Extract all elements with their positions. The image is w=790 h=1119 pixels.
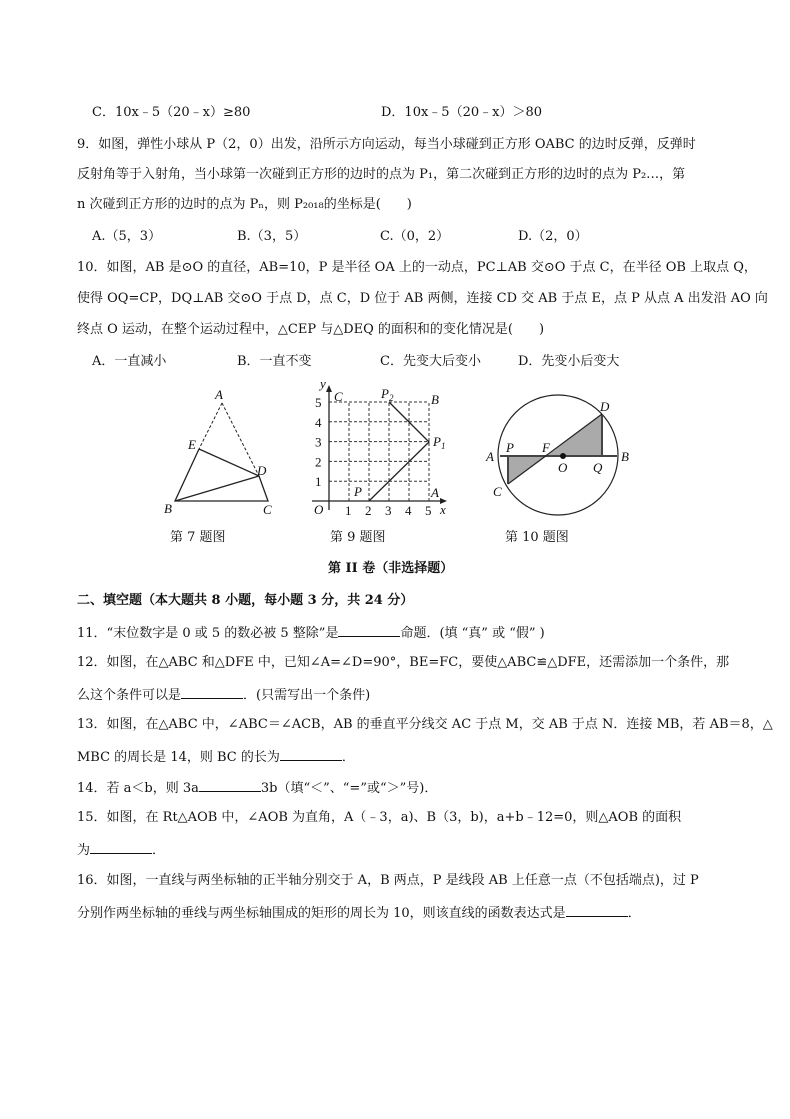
q11: [77, 624, 545, 642]
q8-option-c: C．10x﹣5（20﹣x）≥80: [92, 105, 251, 120]
fig9-y-tick: 2: [315, 454, 322, 470]
q10-option-c: C．先变大后变小: [380, 354, 481, 369]
q8-option-d: D．10x﹣5（20﹣x）＞80: [381, 105, 542, 120]
q14-text-a: 14．若 a＜b，则 3a: [77, 781, 199, 796]
fig7-caption: 第 7 题图: [170, 530, 226, 545]
q15-text-b: ．: [152, 843, 166, 858]
fig9-y-arrow-icon: [326, 385, 332, 392]
q9-line-3: n 次碰到正方形的边时的点为 Pₙ，则 P₂₀₁₈的坐标是( ): [77, 197, 412, 212]
fig7-label-e: E: [188, 437, 196, 452]
fig9-x-tick: 2: [365, 503, 372, 518]
q12-text-a: 么这个条件可以是: [77, 688, 182, 703]
q16-line-2: [77, 904, 641, 922]
part2-title: 第 II 卷（非选择题）: [328, 561, 454, 576]
q10-option-d: D．先变小后变大: [518, 354, 620, 369]
figure-10: [485, 395, 629, 515]
q16-line-1: 16．如图，一直线与两坐标轴的正半轴分别交于 A，B 两点，P 是线段 AB 上任意一点（不包括端点)，过 P: [77, 873, 699, 888]
fig9-ball-path: [369, 402, 429, 501]
q9-line-2: 反射角等于入射角，当小球第一次碰到正方形的边时的点为 P₁，第二次碰到正方形的边时的点为 P₂…，第: [77, 167, 686, 182]
q10-line-3: 终点 O 运动，在整个运动过程中，△CEP 与△DEQ 的面积和的变化情况是( ): [77, 322, 545, 337]
fig10-center-dot: [560, 453, 566, 459]
fig9-y-tick: 5: [315, 395, 322, 410]
q13-answer-blank[interactable]: [280, 748, 342, 761]
q15-text-a: 为: [77, 843, 91, 858]
fig10-label-q: Q: [593, 460, 603, 475]
q11-answer-blank[interactable]: [338, 624, 400, 637]
fig9-label-a: A: [431, 485, 439, 500]
fig10-label-c: C: [493, 484, 502, 499]
q14-answer-blank[interactable]: [199, 779, 261, 792]
q13-line-2: [77, 748, 355, 766]
q9-option-c: C.（0，2）: [380, 229, 450, 244]
fig9-x-tick: 1: [345, 503, 352, 518]
fig7-line-bd: [175, 476, 259, 501]
q16-text-a: 分别作两坐标轴的垂线与两坐标轴围成的矩形的周长为 10，则该直线的函数表达式是: [77, 906, 566, 921]
q13-text-a: MBC 的周长是 14，则 BC 的长为: [77, 750, 280, 765]
fig9-label-p: P: [354, 484, 362, 499]
fig9-x-tick: 5: [425, 503, 432, 518]
fig10-label-f: F: [542, 440, 550, 455]
fig9-label-c: C: [334, 389, 343, 404]
q14-text-b: 3b（填“＜”、“=”或“＞”号)．: [260, 781, 438, 796]
q15-line-2: [77, 841, 165, 859]
q16-text-b: ．: [627, 906, 641, 921]
fig10-label-p: P: [506, 440, 514, 455]
q16-answer-blank[interactable]: [566, 904, 628, 917]
fig10-label-b: B: [621, 449, 629, 464]
fig7-line-ae: [199, 403, 222, 449]
fig9-x-tick: 3: [385, 503, 392, 518]
q9-option-d: D.（2，0）: [518, 229, 588, 244]
fig9-label-y: y: [320, 376, 326, 391]
fig9-label-x: x: [440, 502, 446, 517]
fig9-caption: 第 9 题图: [330, 530, 386, 545]
q9-line-1: 9．如图，弹性小球从 P（2，0）出发，沿所示方向运动，每当小球碰到正方形 OABC 的边时反弹，反弹时: [77, 137, 696, 152]
fig9-y-tick: 1: [315, 474, 322, 490]
q12-line-2: [77, 686, 370, 704]
fig7-polygon: [175, 449, 268, 501]
fig9-y-tick: 4: [315, 414, 322, 430]
fig7-label-a: A: [215, 387, 223, 402]
q11-text-a: 11．“末位数字是 0 或 5 的数必被 5 整除”是: [77, 626, 339, 641]
q15-answer-blank[interactable]: [90, 841, 152, 854]
fig9-label-p2: $P_2$: [381, 386, 394, 403]
section2-title: 二、填空题（本大题共 8 小题，每小题 3 分，共 24 分）: [77, 593, 414, 608]
q10-line-1: 10．如图，AB 是⊙O 的直径，AB=10，P 是半径 OA 上的一动点，PC⊥AB 交⊙O 于点 C，在半径 OB 上取点 Q，: [77, 260, 757, 275]
q11-text-b: 命题．(填 “真” 或 “假” ): [400, 626, 545, 641]
fig10-label-o: O: [558, 460, 568, 475]
fig9-label-o: O: [314, 502, 324, 517]
fig10-caption: 第 10 题图: [505, 530, 569, 545]
fig7-label-c: C: [263, 502, 272, 517]
fig10-label-d: D: [600, 399, 610, 414]
fig9-label-p1: $P_1$: [433, 434, 446, 451]
fig7-line-ad: [222, 403, 259, 476]
q12-line-1: 12．如图，在△ABC 和△DFE 中，已知∠A=∠D=90°，BE=FC，要使△ABC≌△DFE，还需添加一个条件，那: [77, 655, 730, 670]
fig7-label-b: B: [164, 501, 172, 516]
figure-9-labels: [312, 376, 447, 517]
figure-7: [164, 387, 272, 517]
q10-option-a: A．一直减小: [92, 354, 167, 369]
q12-text-b: ．(只需写出一个条件): [243, 688, 371, 703]
fig10-label-a: A: [486, 449, 494, 464]
q9-option-b: B.（3，5）: [237, 229, 307, 244]
fig9-label-b: B: [431, 392, 439, 407]
q10-line-2: 使得 OQ=CP，DQ⊥AB 交⊙O 于点 D，点 C，D 位于 AB 两侧，连接 CD 交 AB 于点 E，点 P 从点 A 出发沿 AO 向: [77, 291, 768, 306]
fig7-label-d: D: [257, 463, 267, 478]
q13-text-b: ．: [341, 750, 355, 765]
q10-option-b: B．一直不变: [237, 354, 312, 369]
fig9-y-tick: 3: [315, 434, 322, 450]
q14: [77, 779, 437, 797]
fig9-x-tick: 4: [405, 503, 412, 518]
q9-option-a: A.（5，3）: [92, 229, 162, 244]
q13-line-1: 13．如图，在△ABC 中，∠ABC＝∠ACB，AB 的垂直平分线交 AC 于点 M，交 AB 于点 N．连接 MB，若 AB＝8，△: [77, 717, 773, 732]
q12-answer-blank[interactable]: [181, 686, 243, 699]
q15-line-1: 15．如图，在 Rt△AOB 中，∠AOB 为直角，A（﹣3，a)、B（3，b)，a+b﹣12=0，则△AOB 的面积: [77, 810, 682, 825]
